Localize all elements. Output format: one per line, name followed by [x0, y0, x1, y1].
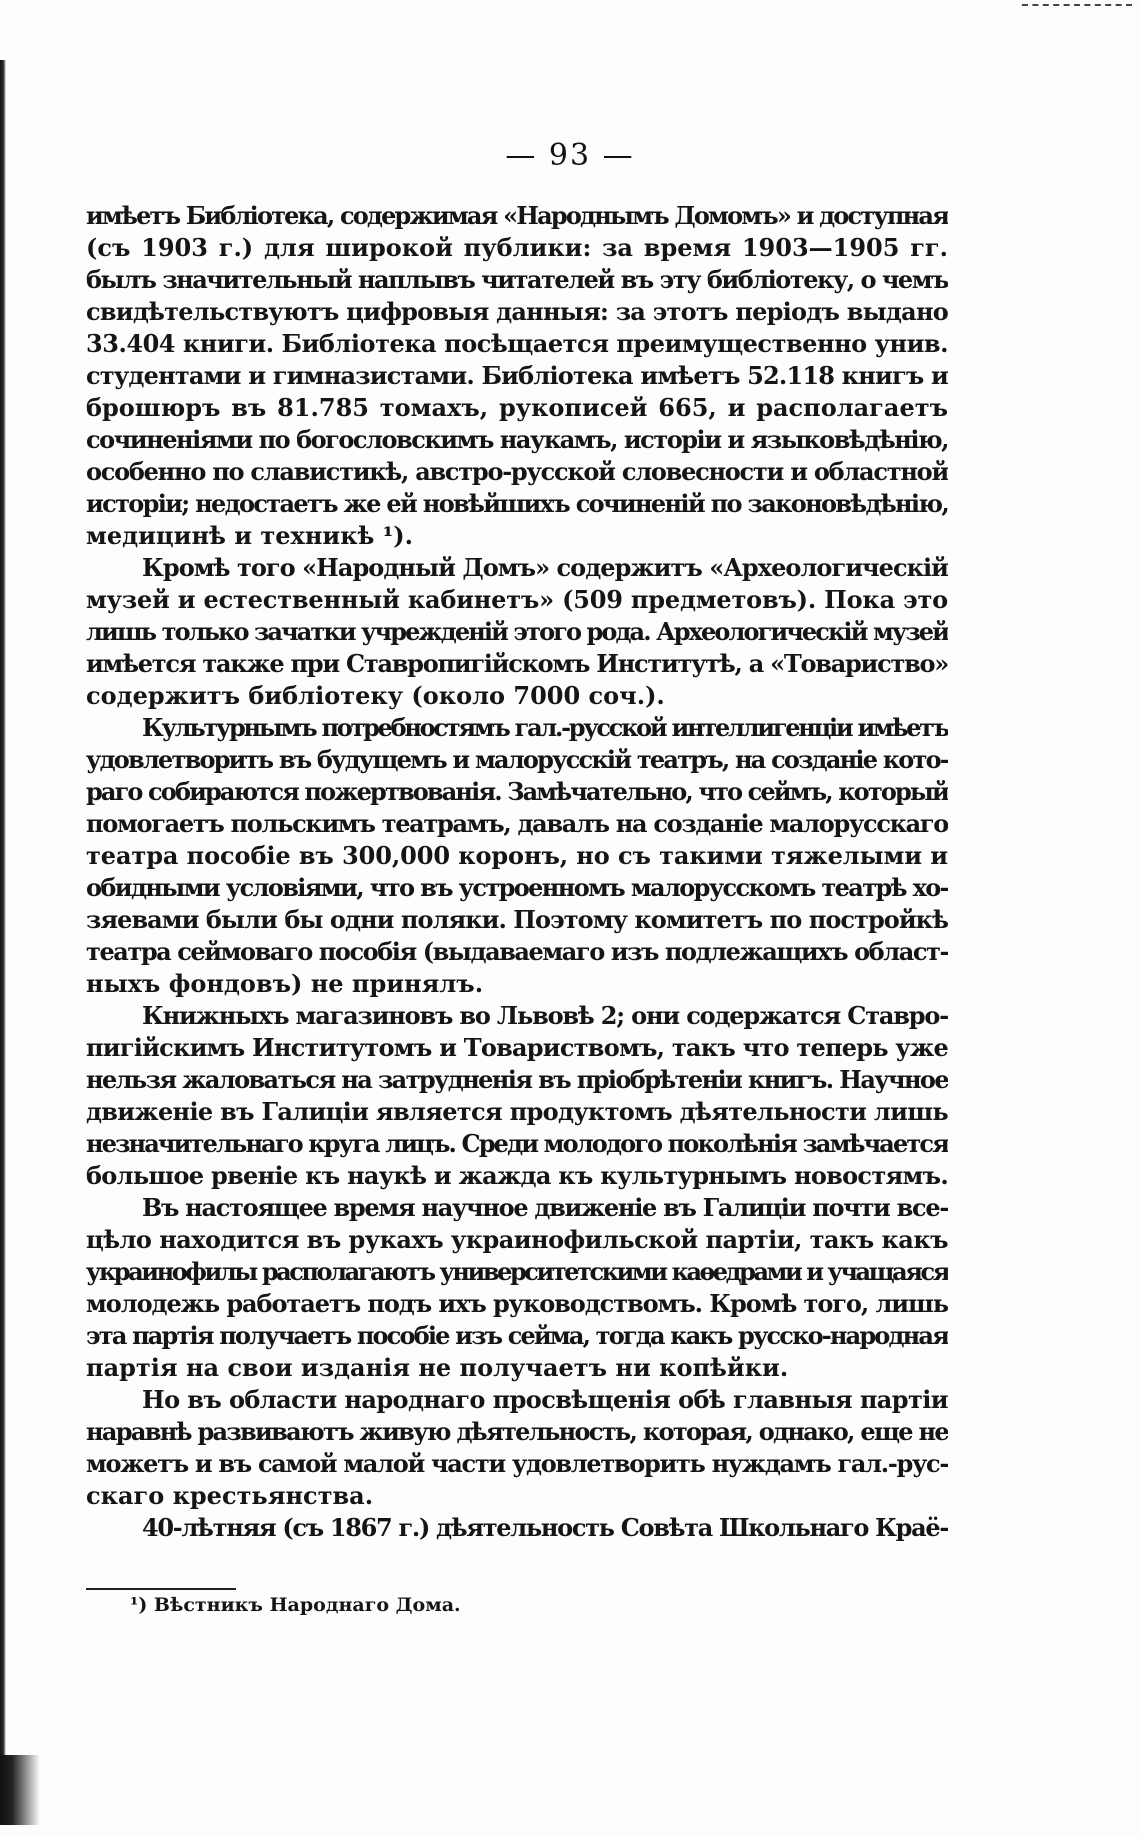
text-line: зяевами были бы одни поляки. Поэтому комитетъ по постройкѣ	[86, 905, 948, 934]
text-line: партія на свои изданія не получаетъ ни копѣйки.	[86, 1353, 789, 1382]
footnote: ¹) Вѣстникъ Народнаго Дома.	[130, 1594, 461, 1616]
text-line: Въ настоящее время научное движеніе въ Галиціи почти все-	[142, 1193, 948, 1222]
text-line: Книжныхъ магазиновъ во Львовѣ 2; они содержатся Ставро-	[142, 1001, 948, 1030]
text-line: помогаетъ польскимъ театрамъ, давалъ на созданіе малорусскаго	[86, 809, 948, 838]
text-line: цѣло находится въ рукахъ украинофильской партіи, такъ какъ	[86, 1225, 948, 1254]
text-line: украинофилы располагаютъ университетскими каѳедрами и учащаяся	[86, 1257, 948, 1286]
text-line: содержитъ библіотеку (около 7000 соч.).	[86, 681, 665, 710]
text-line: театра пособіе въ 300,000 коронъ, но съ такими тяжелыми и	[86, 841, 948, 870]
text-line: имѣетъ Библіотека, содержимая «Народнымъ Домомъ» и доступная	[86, 201, 948, 230]
text-line: студентами и гимназистами. Библіотека имѣетъ 52.118 книгъ и	[86, 361, 948, 390]
text-line: наравнѣ развиваютъ живую дѣятельность, которая, однако, еще не	[86, 1417, 948, 1446]
text-line: Но въ области народнаго просвѣщенія обѣ главныя партіи	[142, 1385, 948, 1414]
text-line: былъ значительный наплывъ читателей въ эту библіотеку, о чемъ	[86, 265, 948, 294]
text-line: незначительнаго круга лицъ. Среди молодого поколѣнія замѣчается	[86, 1129, 948, 1158]
text-line: эта партія получаетъ пособіе изъ сейма, тогда какъ русско-народная	[86, 1321, 948, 1350]
text-line: 40-лѣтняя (съ 1867 г.) дѣятельность Совѣта Школьнаго Краё-	[142, 1513, 948, 1542]
text-line: брошюръ въ 81.785 томахъ, рукописей 665, и располагаетъ	[86, 393, 948, 422]
text-line: ныхъ фондовъ) не принялъ.	[86, 969, 484, 998]
text-line: пигійскимъ Институтомъ и Товариствомъ, такъ что теперь уже	[86, 1033, 948, 1062]
text-line: сочиненіями по богословскимъ наукамъ, исторіи и языковѣдѣнію,	[86, 425, 948, 454]
text-line: удовлетворить въ будущемъ и малорусскій театръ, на созданіе кото-	[86, 745, 948, 774]
corner-mark	[1022, 4, 1132, 18]
text-line: 33.404 книги. Библіотека посѣщается преимущественно унив.	[86, 329, 948, 358]
text-line: скаго крестьянства.	[86, 1481, 374, 1510]
text-line: Культурнымъ потребностямъ гал.-русской интеллигенціи имѣетъ	[142, 713, 948, 742]
text-line: можетъ и въ самой малой части удовлетворить нуждамъ гал.-рус-	[86, 1449, 948, 1478]
text-line: свидѣтельствуютъ цифровыя данныя: за этотъ періодъ выдано	[86, 297, 948, 326]
text-line: раго собираются пожертвованія. Замѣчательно, что сеймъ, который	[86, 777, 948, 806]
text-line: особенно по славистикѣ, австро-русской словесности и областной	[86, 457, 948, 486]
text-line: медицинѣ и техникѣ ¹).	[86, 521, 413, 550]
text-line: большое рвеніе къ наукѣ и жажда къ культурнымъ новостямъ.	[86, 1161, 948, 1190]
binding-edge	[0, 60, 6, 1810]
footnote-rule	[86, 1588, 236, 1590]
text-line: Кромѣ того «Народный Домъ» содержитъ «Археологическій	[142, 553, 948, 582]
page-number: — 93 —	[505, 138, 635, 173]
body-text	[86, 200, 948, 1544]
text-line: нельзя жаловаться на затрудненія въ пріобрѣтеніи книгъ. Научное	[86, 1065, 948, 1094]
text-line: (съ 1903 г.) для широкой публики: за время 1903—1905 гг.	[86, 233, 948, 262]
text-line: имѣется также при Ставропигійскомъ Институтѣ, а «Товариство»	[86, 649, 948, 678]
text-line: обидными условіями, что въ устроенномъ малорусскомъ театрѣ хо-	[86, 873, 948, 902]
text-line: музей и естественный кабинетъ» (509 предметовъ). Пока это	[86, 585, 948, 614]
text-line: исторіи; недостаетъ же ей новѣйшихъ сочиненій по законовѣдѣнію,	[86, 489, 948, 518]
text-line: лишь только зачатки учрежденій этого рода. Археологическій музей	[86, 617, 948, 646]
binding-shadow	[0, 1755, 40, 1825]
text-line: движеніе въ Галиціи является продуктомъ дѣятельности лишь	[86, 1097, 948, 1126]
text-line: молодежь работаетъ подъ ихъ руководствомъ. Кромѣ того, лишь	[86, 1289, 948, 1318]
text-line: театра сеймоваго пособія (выдаваемаго изъ подлежащихъ област-	[86, 937, 948, 966]
